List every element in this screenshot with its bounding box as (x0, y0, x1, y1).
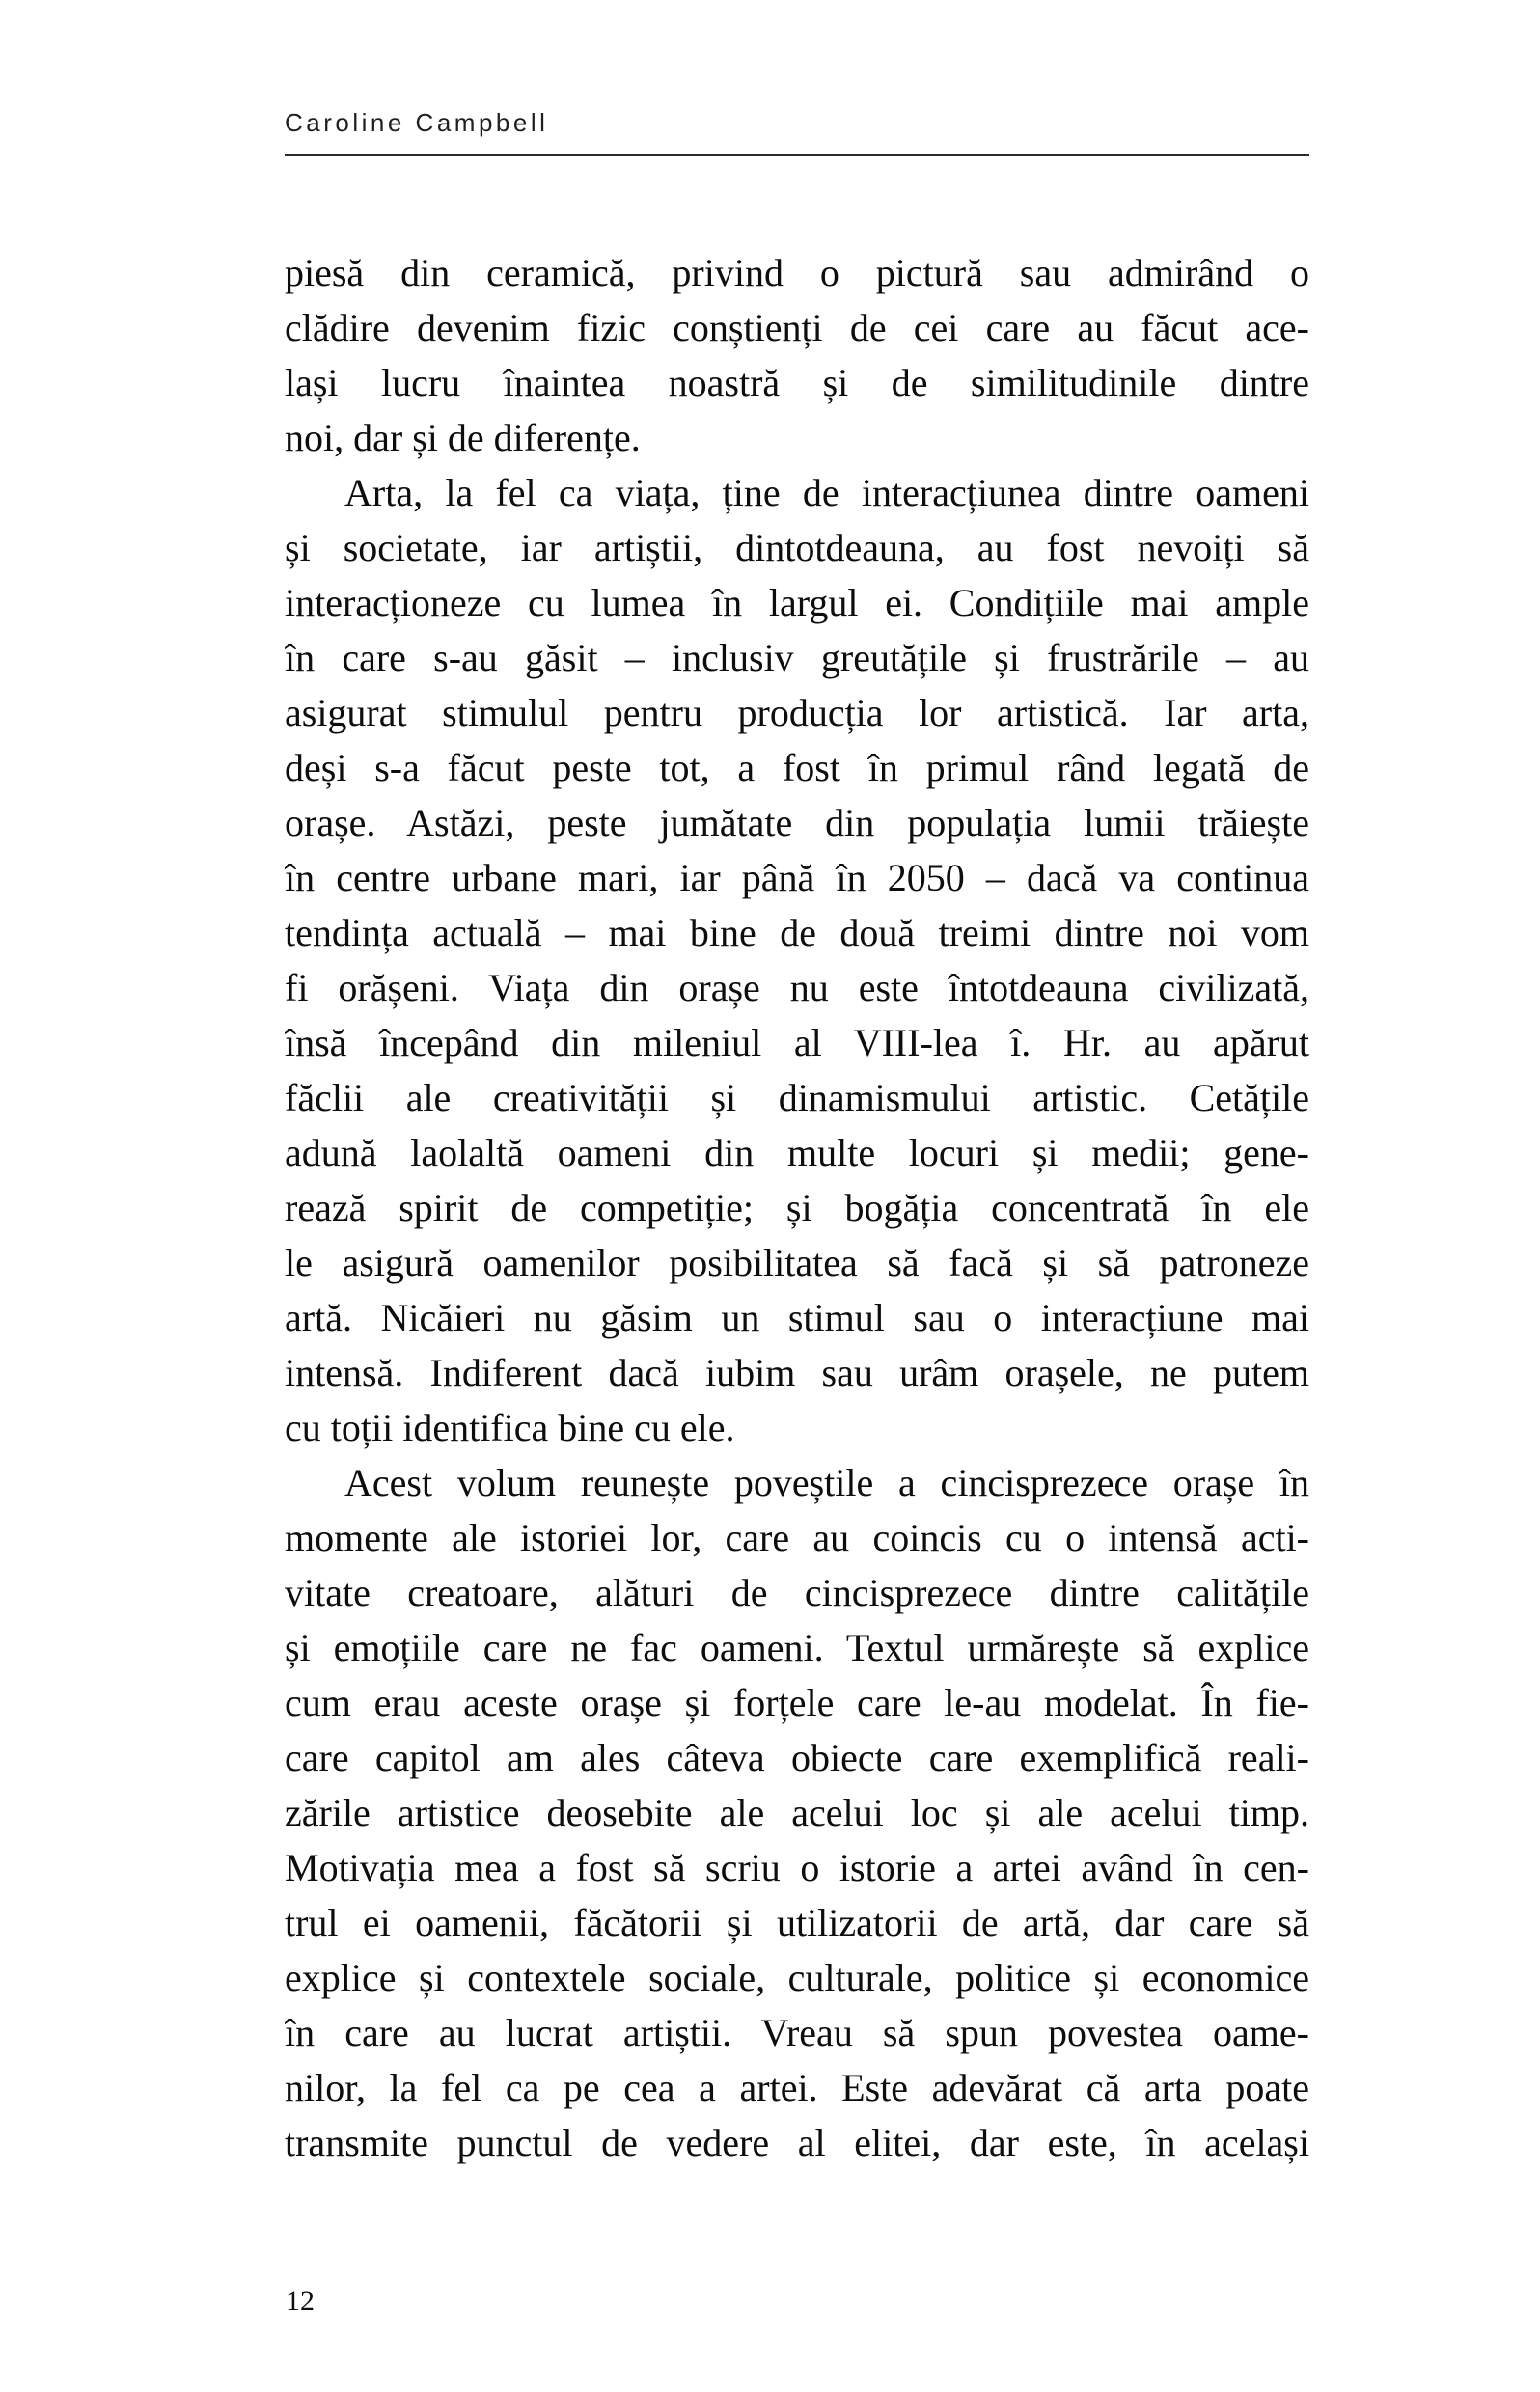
text-line: intensă. Indiferent dacă iubim sau urâm orașele, ne putem (285, 1351, 1309, 1394)
text-line: trul ei oamenii, făcătorii și utilizatorii de artă, dar care să (285, 1901, 1309, 1944)
text-line: deși s-a făcut peste tot, a fost în primul rând legată de (285, 746, 1309, 789)
text-line: vitate creatoare, alături de cincisprezece dintre calitățile (285, 1571, 1309, 1614)
text-line: și societate, iar artiștii, dintotdeauna, au fost nevoiți să (285, 526, 1309, 569)
text-line: artă. Nicăieri nu găsim un stimul sau o interacțiune mai (285, 1296, 1309, 1339)
text-line: adună laolaltă oameni din multe locuri și medii; gene- (285, 1131, 1309, 1174)
text-line: însă începând din mileniul al VIII-lea î. Hr. au apărut (285, 1021, 1309, 1064)
text-line: tendința actuală – mai bine de două treimi dintre noi vom (285, 911, 1309, 954)
text-line: Arta, la fel ca viața, ține de interacțiunea dintre oameni (344, 471, 1309, 514)
page-number: 12 (286, 2285, 315, 2317)
text-line: orașe. Astăzi, peste jumătate din populația lumii trăiește (285, 801, 1309, 844)
text-line: lași lucru înaintea noastră și de similitudinile dintre (285, 361, 1309, 404)
text-line: fi orășeni. Viața din orașe nu este întotdeauna civilizată, (285, 966, 1309, 1009)
text-line: piesă din ceramică, privind o pictură sau admirând o (285, 251, 1309, 294)
text-line: Motivația mea a fost să scriu o istorie a artei având în cen- (285, 1846, 1309, 1889)
text-line: făclii ale creativității și dinamismului artistic. Cetățile (285, 1076, 1309, 1119)
text-line: în care s-au găsit – inclusiv greutățile și frustrările – au (285, 636, 1309, 679)
text-line: explice și contextele sociale, culturale, politice și economice (285, 1956, 1309, 1999)
text-line: Acest volum reunește poveștile a cincisprezece orașe în (344, 1461, 1309, 1504)
text-line: momente ale istoriei lor, care au coincis cu o intensă acti- (285, 1516, 1309, 1559)
header-rule (285, 154, 1309, 156)
text-line: cu toții identifica bine cu ele. (285, 1406, 735, 1449)
text-line: care capitol am ales câteva obiecte care exemplifică reali- (285, 1736, 1309, 1779)
text-line: în care au lucrat artiștii. Vreau să spun povestea oame- (285, 2011, 1309, 2054)
text-line: asigurat stimulul pentru producția lor artistică. Iar arta, (285, 691, 1309, 734)
text-line: în centre urbane mari, iar până în 2050 – dacă va continua (285, 856, 1309, 899)
text-line: interacționeze cu lumea în largul ei. Condițiile mai ample (285, 581, 1309, 624)
running-header (285, 106, 1309, 156)
text-line: zările artistice deosebite ale acelui loc și ale acelui timp. (285, 1791, 1309, 1834)
paragraph (285, 1455, 1309, 2170)
text-line: și emoțiile care ne fac oameni. Textul urmărește să explice (285, 1626, 1309, 1669)
text-line: noi, dar și de diferențe. (285, 416, 641, 459)
text-line: clădire devenim fizic conștienți de cei care au făcut ace- (285, 306, 1309, 349)
text-line: transmite punctul de vedere al elitei, dar este, în același (285, 2121, 1309, 2164)
paragraph (285, 245, 1309, 465)
text-line: rează spirit de competiție; și bogăția concentrată în ele (285, 1186, 1309, 1229)
running-header-author: Caroline Campbell (285, 108, 549, 137)
text-line: nilor, la fel ca pe cea a artei. Este adevărat că arta poate (285, 2066, 1309, 2109)
text-line: cum erau aceste orașe și forțele care le-au modelat. În fie- (285, 1681, 1309, 1724)
body-text (285, 245, 1309, 2170)
paragraph (285, 465, 1309, 1455)
text-line: le asigură oamenilor posibilitatea să facă și să patroneze (285, 1241, 1309, 1284)
